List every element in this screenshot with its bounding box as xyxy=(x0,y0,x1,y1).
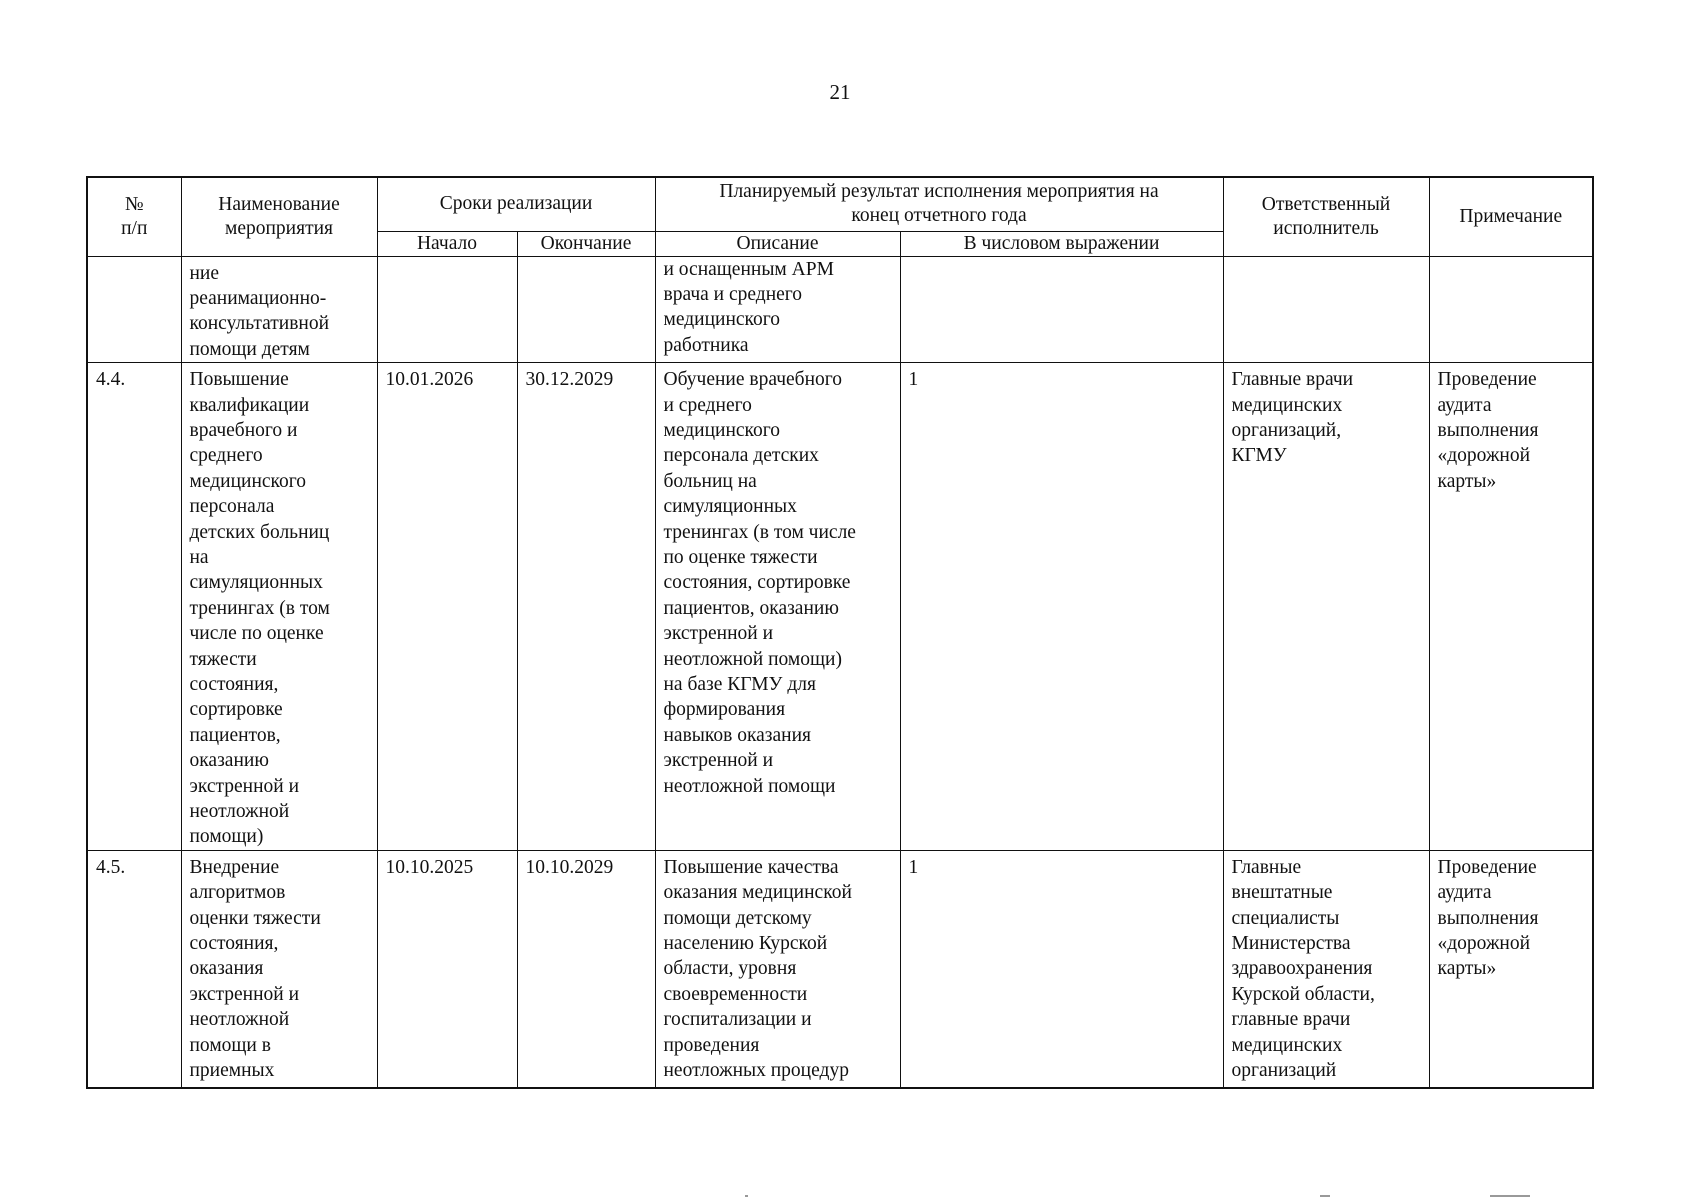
table-row xyxy=(87,256,1593,363)
cell-description: Обучение врачебного и среднего медицинского персонала детских больниц на симуляционных тренингах (в том числе по оценке тяжести состояния, сортировке пациентов, оказанию экстренной и неотложной помощи) на базе КГМУ для формирования навыков оказания экстренной и неотложной помощи xyxy=(655,363,900,851)
cell-responsible: Главные внештатные специалисты Министерства здравоохранения Курской области, главные врачи медицинских организаций xyxy=(1223,850,1429,1088)
table-row xyxy=(87,850,1593,1088)
header-responsible: Ответственный исполнитель xyxy=(1223,177,1429,256)
header-period: Сроки реализации xyxy=(377,177,655,231)
cell-description: и оснащенным АРМ врача и среднего медицинского работника xyxy=(655,256,900,363)
cell-name: ние реанимационно- консультативной помощи детям xyxy=(181,256,377,363)
cell-name: Внедрение алгоритмов оценки тяжести состояния, оказания экстренной и неотложной помощи в приемных xyxy=(181,850,377,1088)
cell-end: 30.12.2029 xyxy=(517,363,655,851)
cell-start: 10.10.2025 xyxy=(377,850,517,1088)
header-start: Начало xyxy=(377,231,517,256)
header-num: № п/п xyxy=(87,177,181,256)
scan-mark xyxy=(1320,1195,1330,1197)
cell-name: Повышение квалификации врачебного и среднего медицинского персонала детских больниц на симуляционных тренингах (в том числе по оценке тяжести состояния, сортировке пациентов, оказанию экстренной и неотложной помощи) xyxy=(181,363,377,851)
cell-responsible: Главные врачи медицинских организаций, КГМУ xyxy=(1223,363,1429,851)
page-number: 21 xyxy=(829,80,851,104)
cell-description: Повышение качества оказания медицинской помощи детскому населению Курской области, уровня своевременности госпитализации и проведения неотложных процедур xyxy=(655,850,900,1088)
header-name: Наименование мероприятия xyxy=(181,177,377,256)
header-numeric: В числовом выражении xyxy=(900,231,1223,256)
cell-numeric: 1 xyxy=(900,363,1223,851)
cell-num: 4.4. xyxy=(87,363,181,851)
cell-numeric: 1 xyxy=(900,850,1223,1088)
cell-num: 4.5. xyxy=(87,850,181,1088)
table-header xyxy=(87,177,1593,256)
cell-note: Проведение аудита выполнения «дорожной карты» xyxy=(1429,850,1593,1088)
header-end: Окончание xyxy=(517,231,655,256)
cell-start xyxy=(377,256,517,363)
cell-note: Проведение аудита выполнения «дорожной карты» xyxy=(1429,363,1593,851)
table-row xyxy=(87,363,1593,851)
header-result: Планируемый результат исполнения мероприятия на конец отчетного года xyxy=(655,177,1223,231)
cell-numeric xyxy=(900,256,1223,363)
header-note: Примечание xyxy=(1429,177,1593,256)
action-plan-table xyxy=(86,176,1594,1089)
cell-end xyxy=(517,256,655,363)
cell-start: 10.01.2026 xyxy=(377,363,517,851)
scan-mark xyxy=(745,1195,748,1197)
cell-responsible xyxy=(1223,256,1429,363)
scan-mark xyxy=(1490,1195,1530,1197)
cell-end: 10.10.2029 xyxy=(517,850,655,1088)
header-description: Описание xyxy=(655,231,900,256)
cell-num xyxy=(87,256,181,363)
cell-note xyxy=(1429,256,1593,363)
